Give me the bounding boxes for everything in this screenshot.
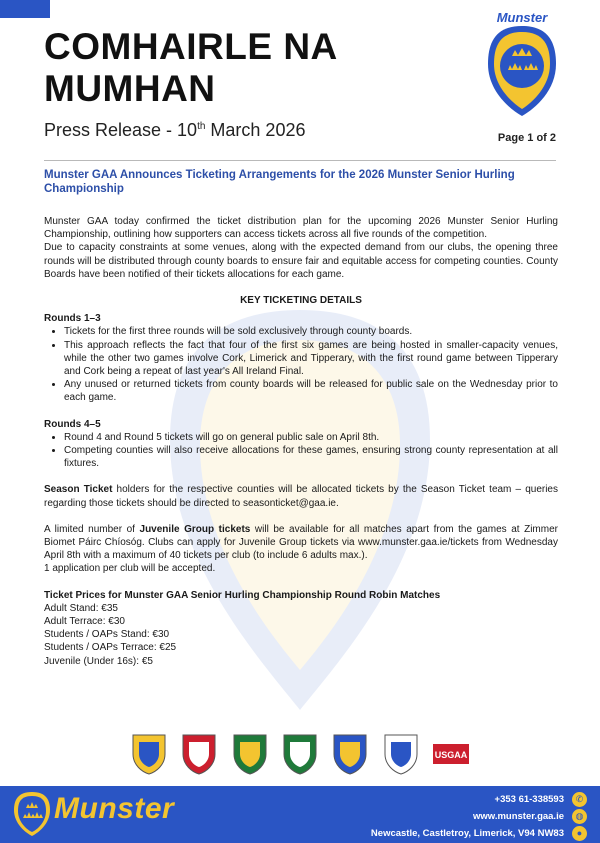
press-suffix: March 2026 (205, 120, 306, 140)
contact-details (371, 791, 564, 842)
list-item: • Tickets for the first three rounds will be sold exclusively through county boards. (64, 325, 558, 338)
juvenile-paragraph (44, 523, 558, 563)
organisation-title (44, 26, 338, 110)
list-item: • Competing counties will also receive allocations for these games, ensuring strong county representation at all fixtures. (64, 444, 558, 470)
intro-paragraph-1: Munster GAA today confirmed the ticket distribution plan for the upcoming 2026 Munster Senior Hurling Championship, outlining how supporters can access tickets across all five rounds of the competition. (44, 216, 558, 241)
location-pin-icon: ● (572, 826, 587, 841)
contact-icons (572, 792, 588, 841)
usgaa-logo-icon (432, 732, 470, 776)
list-item: • Any unused or returned tickets from county boards will be released for public sale on the Wednesday prior to each game. (64, 378, 558, 404)
rounds-1-3-title: Rounds 1–3 (44, 313, 101, 325)
waterford-crest-icon (382, 732, 420, 776)
juvenile-pre: A limited number of (44, 523, 140, 535)
contact-address: Newcastle, Castletroy, Limerick, V94 NW83 (370, 828, 564, 839)
juvenile-text: will be available for all matches apart from the games at Zimmer Biomet Páirc Chíosóg. Clubs can apply for Juvenile Group tickets via www.munster.gaa.ie/tickets from Wednesday April 8th with a maximum of 40 tickets per club (to include 6 adults max.). (44, 523, 558, 562)
footer (0, 786, 600, 843)
price-line: Students / OAPs Stand: €30 (44, 629, 170, 641)
rounds-4-5-title: Rounds 4–5 (44, 418, 101, 430)
usgaa-text: USGAA (434, 750, 468, 760)
contact-website[interactable]: www.munster.gaa.ie (473, 811, 564, 822)
list-item: • Round 4 and Round 5 tickets will go on general public sale on April 8th. (64, 431, 558, 444)
price-line: Juvenile (Under 16s): €5 (44, 655, 153, 667)
footer-crest-icon (12, 790, 52, 838)
rounds-4-5-list (44, 431, 558, 471)
season-ticket-paragraph (44, 483, 558, 509)
footer-brand: Munster (54, 792, 175, 825)
price-line: Adult Terrace: €30 (44, 616, 125, 628)
rounds-1-3-list (44, 325, 558, 404)
press-release-date (44, 120, 305, 141)
corner-accent (0, 0, 50, 18)
contact-phone[interactable]: +353 61-338593 (494, 794, 564, 805)
headline: Munster GAA Announces Ticketing Arrangements for the 2026 Munster Senior Hurling Championship (44, 169, 515, 195)
org-title-line2: MUMHAN (44, 68, 216, 109)
intro-paragraph-2: Due to capacity constraints at some venues, along with the expected demand from our clubs, the opening three rounds will be distributed through county boards to ensure fair and equitable access for competing counties. County Boards have been notified of their tickets allocations for each game. (44, 242, 558, 280)
season-ticket-label: Season Ticket (44, 484, 113, 496)
org-title-line1: COMHAIRLE NA (44, 26, 338, 67)
juvenile-note: 1 application per club will be accepted. (44, 563, 216, 575)
price-line: Adult Stand: €35 (44, 602, 118, 614)
logo-subtext: GAA (514, 94, 530, 101)
kerry-crest-icon (231, 732, 269, 776)
logo-text: Munster (496, 10, 548, 25)
globe-icon: ◍ (572, 809, 587, 824)
juvenile-label: Juvenile Group tickets (139, 523, 251, 535)
price-line: Students / OAPs Terrace: €25 (44, 642, 177, 654)
key-details-title: KEY TICKETING DETAILS (240, 295, 362, 307)
phone-icon: ✆ (572, 792, 587, 807)
limerick-crest-icon (281, 732, 319, 776)
divider (44, 160, 556, 161)
press-sup: th (197, 121, 206, 132)
munster-gaa-logo (482, 8, 562, 120)
press-prefix: Press Release - 10 (44, 120, 198, 140)
tipperary-crest-icon (331, 732, 369, 776)
ticket-prices-title: Ticket Prices for Munster GAA Senior Hurling Championship Round Robin Matches (44, 589, 441, 601)
release-body (44, 215, 558, 668)
county-crests (130, 730, 470, 778)
season-ticket-text: holders for the respective counties will be allocated tickets by the Season Ticket team – queries regarding those tickets should be directed to seasonticket@gaa.ie. (44, 484, 558, 509)
list-item: • This approach reflects the fact that four of the first six games are being hosted in smaller-capacity venues, while the other two games involve Cork, Limerick and Tipperary, with the first round game between Tipperary and Cork being a repeat of last year's All Ireland Final. (64, 339, 558, 379)
cork-crest-icon (180, 732, 218, 776)
page-number: Page 1 of 2 (497, 132, 556, 144)
clare-crest-icon (130, 732, 168, 776)
